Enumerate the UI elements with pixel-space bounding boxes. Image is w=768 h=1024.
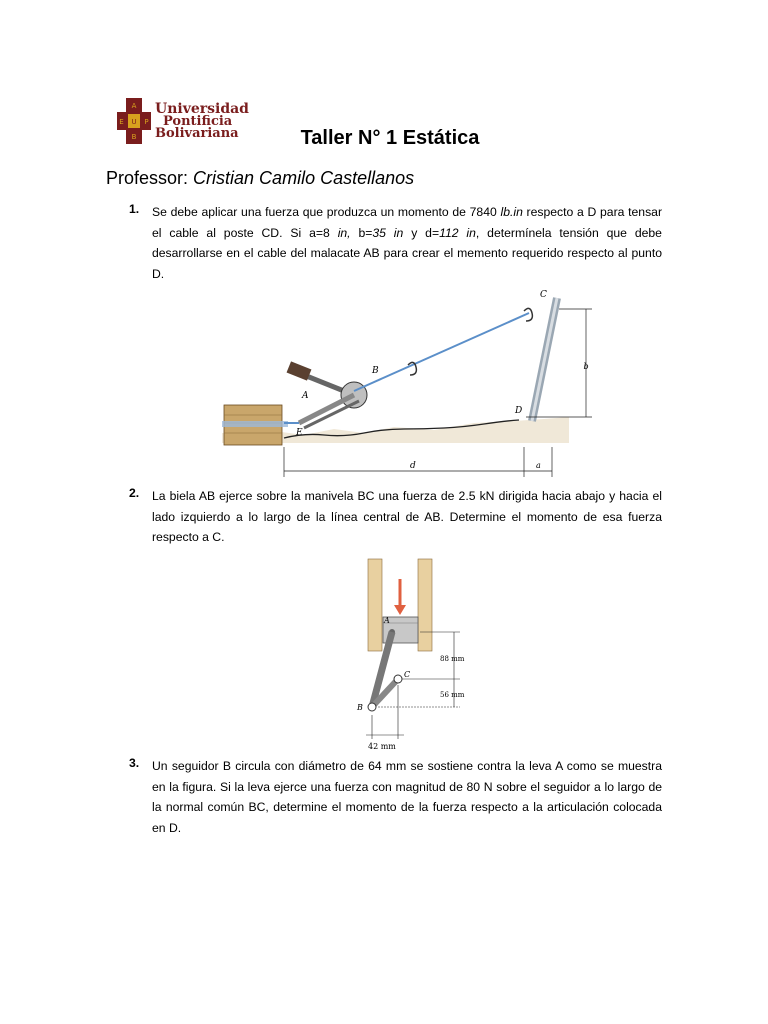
fig2-label-C: C [404, 670, 411, 679]
figure-1-winch-diagram [214, 283, 594, 480]
logo-line-2: Pontificia [163, 114, 233, 129]
shield-letter-right: P [144, 118, 149, 126]
problem-2-text: La biela AB ejerce sobre la manivela BC una fuerza de 2.5 kN dirigida hacia abajo y hacia el lado izquierdo a lo largo de la línea central de AB. Determine el momento de esa fuerza respecto a C. [152, 489, 662, 544]
problem-2-number: 2. [129, 486, 140, 500]
professor-name: Cristian Camilo Castellanos [193, 168, 415, 188]
logo-line-1: Universidad [155, 101, 249, 117]
shield-letter-top: A [131, 102, 137, 110]
figure-2-piston-diagram [330, 557, 470, 753]
problem-1-text [152, 202, 662, 284]
problem-1-part2: respecto a D para tensar el cable al poste CD. Si a=8 [152, 205, 662, 240]
fig2-dim-56: 56 mm [440, 691, 465, 699]
cable-BC [354, 313, 529, 391]
fig2-dim-42: 42 mm [368, 742, 396, 751]
problem-1-unit-a: in, [337, 225, 351, 240]
problem-1-d-value: 112 in [439, 225, 476, 240]
problem-1-part4: y d= [403, 225, 440, 240]
fig1-label-A: A [302, 391, 309, 401]
shield-letter-left: E [119, 118, 124, 126]
problem-1-part5: , determínela tensión que debe desarrollarse en el cable del malacate AB para crear el memento requerido respecto al punto D. [152, 225, 662, 281]
professor-line [106, 168, 414, 189]
fig2-label-B: B [357, 703, 363, 712]
logo-line-3: Bolivariana [155, 126, 239, 141]
fig1-label-b: b [583, 362, 589, 371]
shield-letter-center: U [131, 118, 137, 126]
fig2-label-A: A [384, 616, 390, 625]
professor-label: Professor: [106, 168, 189, 188]
fig1-label-B: B [372, 366, 379, 376]
page-title: Taller N° 1 Estática [300, 127, 480, 149]
problem-3-text: Un seguidor B circula con diámetro de 64 mm se sostiene contra la leva A como se muestra en la figura. Si la leva ejerce una fuerza con magnitud de 80 N sobre el seguidor a lo largo de la normal común BC, determine el momento de la fuerza respecto a la articulación colocada en D. [152, 759, 662, 835]
fig1-label-d: d [410, 461, 416, 471]
problem-1-unit: lb.in [500, 205, 523, 219]
problem-1-number: 1. [129, 202, 140, 216]
cylinder-wall-left [368, 559, 382, 651]
problem-1-part1: Se debe aplicar una fuerza que produzca un momento de 7840 [152, 205, 501, 219]
shield-letter-bottom: B [131, 133, 137, 141]
problem-1-part3: b= [350, 225, 373, 240]
winch-grip [287, 361, 312, 380]
fig1-label-C: C [540, 290, 547, 300]
fig2-dim-88: 88 mm [440, 655, 465, 663]
problem-1-b-value: 35 in [372, 225, 404, 240]
fig1-label-D: D [515, 406, 523, 416]
problem-3-number: 3. [129, 756, 140, 770]
cylinder-wall-right [418, 559, 432, 651]
fig1-label-a: a [536, 461, 541, 470]
fig1-label-E: E [296, 428, 303, 438]
